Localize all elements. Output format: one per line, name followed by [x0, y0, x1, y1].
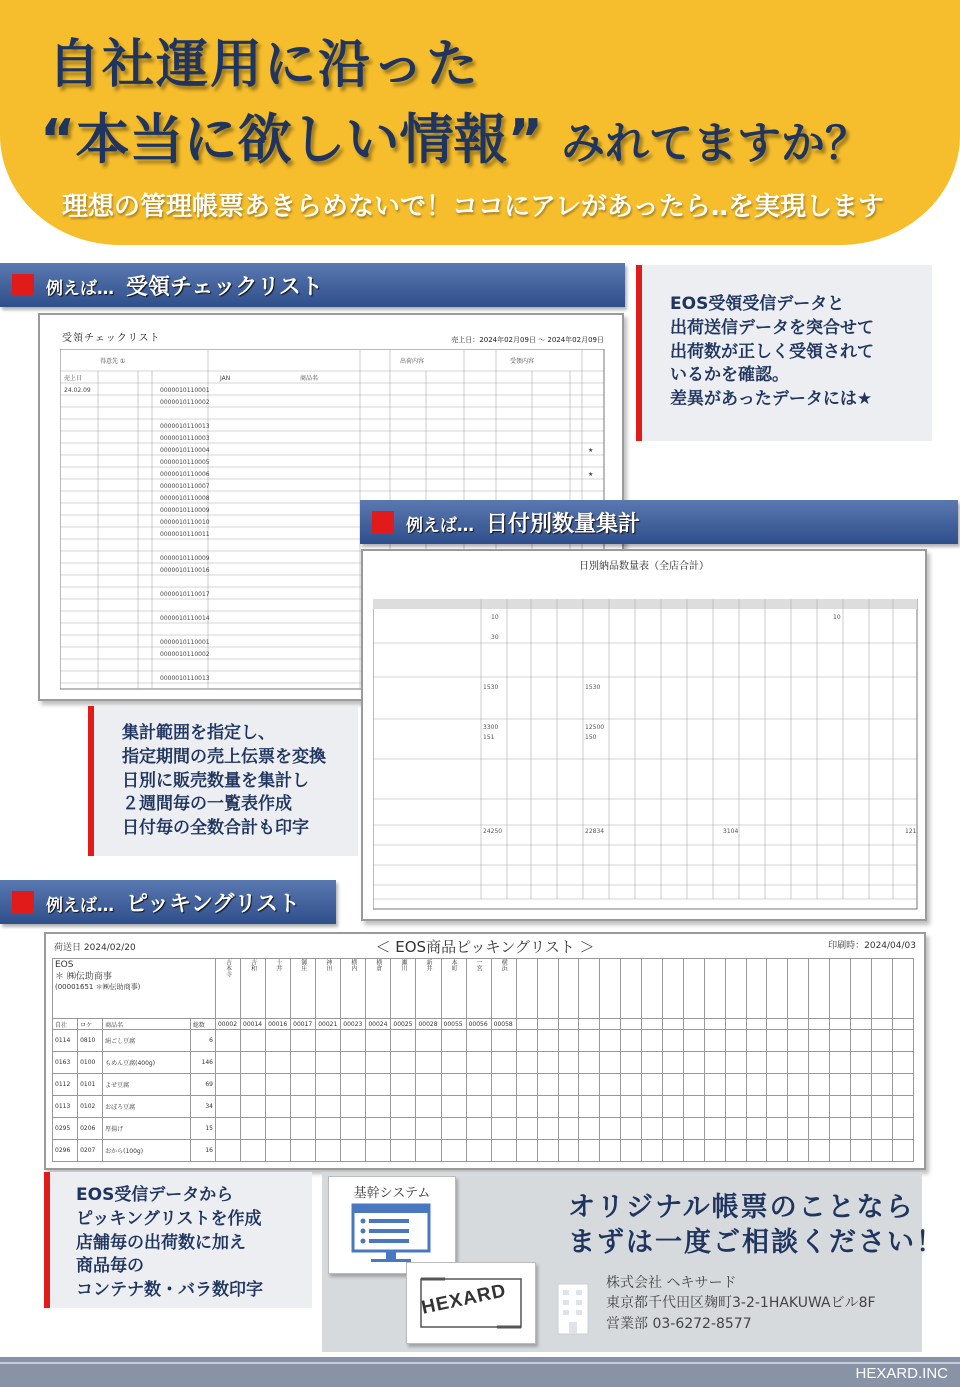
system-card: [328, 1176, 456, 1274]
picking-client: EOS: [55, 960, 74, 970]
store-code: 00058: [491, 1019, 516, 1030]
daily-grid: [373, 599, 918, 911]
footer-stripe: [0, 1362, 960, 1364]
svg-text:10: 10: [491, 614, 499, 621]
svg-text:22834: 22834: [585, 828, 605, 835]
daily-doc-title: 日別納品数量表（全店合計）: [579, 561, 709, 572]
callout-line: EOS受信データから: [76, 1185, 234, 1205]
callout-line: 差異があったデータには★: [670, 389, 873, 410]
svg-text:0000010110017: 0000010110017: [160, 591, 210, 598]
headline-emphasis: “本当に欲しい情報”: [40, 108, 543, 171]
svg-text:0000010110003: 0000010110003: [160, 435, 210, 442]
store-code: 00025: [391, 1019, 416, 1030]
row-name: よせ豆腐: [103, 1074, 191, 1096]
row-name: 厚揚げ: [103, 1118, 191, 1140]
svg-text:0000010110005: 0000010110005: [160, 459, 210, 466]
svg-text:得意先 ①: 得意先 ①: [100, 358, 126, 365]
callout-checklist: [636, 265, 932, 441]
svg-text:12500: 12500: [585, 724, 605, 731]
svg-text:0000010110010: 0000010110010: [160, 519, 210, 526]
headline-line1: 自社運用に沿った: [48, 35, 481, 95]
contact-headline: [568, 1190, 945, 1260]
svg-text:JAN: JAN: [220, 375, 231, 382]
store-name: 一宮: [466, 959, 491, 1019]
band-prefix: 例えば…: [46, 895, 114, 916]
section-band-checklist: [0, 263, 625, 307]
svg-text:3300: 3300: [483, 724, 499, 731]
row-name: おから(100g): [103, 1140, 191, 1162]
picking-client-code: (00001651 ＊㈱伝助商事): [55, 983, 141, 992]
svg-text:受領内容: 受領内容: [510, 358, 535, 365]
row-own: 0112: [53, 1074, 78, 1096]
callout-line: コンテナ数・バラ数印字: [76, 1280, 263, 1301]
footer-bar: [0, 1357, 960, 1387]
callout-line: 店舗毎の出荷数に加え: [76, 1232, 246, 1253]
contact-line1: オリジナル帳票のことなら: [568, 1192, 915, 1223]
callout-line: 出荷送信データを突合せて: [670, 317, 874, 338]
building-icon: [556, 1280, 592, 1336]
callout-line: いるかを確認。: [670, 365, 789, 386]
callout-picking: [44, 1172, 312, 1308]
row-own: 0163: [53, 1052, 78, 1074]
svg-text:0000010110009: 0000010110009: [160, 555, 210, 562]
svg-text:1530: 1530: [483, 684, 499, 691]
svg-text:★: ★: [588, 471, 594, 478]
band-title: ピッキングリスト: [126, 891, 301, 917]
daily-document: [361, 549, 927, 921]
store-name: 横浜: [491, 959, 516, 1019]
row-loc: 0101: [78, 1074, 103, 1096]
col-header: 商品名: [103, 1019, 191, 1030]
contact-line2: まずは一度ご相談ください！: [568, 1227, 945, 1259]
col-header: 総数: [190, 1019, 215, 1030]
store-name: 十井: [266, 959, 291, 1019]
company-info: [606, 1273, 876, 1334]
red-square-icon: [12, 274, 34, 296]
section-band-picking: [0, 880, 336, 924]
store-name: 本町: [441, 959, 466, 1019]
band-prefix: 例えば…: [406, 515, 474, 536]
headline-tail: みれてますか？: [560, 118, 869, 169]
svg-text:0000010110011: 0000010110011: [160, 531, 210, 538]
store-code: 00017: [291, 1019, 316, 1030]
red-square-icon: [12, 891, 34, 913]
store-name: 新井: [416, 959, 441, 1019]
footer-brand: HEXARD.INC: [855, 1365, 948, 1382]
store-code: 00002: [215, 1019, 240, 1030]
row-loc: 0207: [78, 1140, 103, 1162]
red-square-icon: [372, 511, 394, 533]
store-name: 横倉: [366, 959, 391, 1019]
row-own: 0295: [53, 1118, 78, 1140]
svg-text:0000010110007: 0000010110007: [160, 483, 210, 490]
store-code: 00028: [416, 1019, 441, 1030]
svg-text:0000010110008: 0000010110008: [160, 495, 210, 502]
store-code: 00023: [341, 1019, 366, 1030]
store-name: 神田: [316, 959, 341, 1019]
logo-text: HEXARD: [419, 1280, 509, 1319]
picking-ship-date: 荷送日 2024/02/20: [54, 943, 136, 953]
row-name: おぼろ豆腐: [103, 1096, 191, 1118]
checklist-doc-title: 受領チェックリスト: [62, 333, 161, 344]
svg-text:151: 151: [483, 734, 495, 741]
section-band-daily: [360, 500, 958, 544]
callout-line: 日付毎の全数合計も印字: [122, 818, 309, 839]
col-header: 自社: [53, 1019, 78, 1030]
picking-table: [52, 958, 914, 1162]
svg-text:24.02.09: 24.02.09: [64, 387, 91, 394]
store-name: 吉和: [241, 959, 266, 1019]
row-total: 16: [190, 1140, 215, 1162]
store-code: 00016: [266, 1019, 291, 1030]
svg-text:3104: 3104: [723, 828, 739, 835]
row-own: 0113: [53, 1096, 78, 1118]
row-own: 0296: [53, 1140, 78, 1162]
callout-line: 出荷数が正しく受領されて: [670, 341, 874, 362]
hero-banner: [0, 0, 960, 245]
store-name: 吉本寺: [215, 959, 240, 1019]
svg-text:★: ★: [588, 447, 594, 454]
row-total: 69: [190, 1074, 215, 1096]
callout-line: 指定期間の売上伝票を変換: [122, 746, 326, 767]
picking-doc-title: ＜ EOS商品ピッキングリスト ＞: [375, 938, 595, 956]
company-phone: 営業部 03-6272-8577: [606, 1315, 752, 1332]
svg-text:0000010110013: 0000010110013: [160, 675, 210, 682]
svg-text:1530: 1530: [585, 684, 601, 691]
svg-text:0000010110009: 0000010110009: [160, 507, 210, 514]
callout-daily: [88, 706, 358, 856]
company-name: 株式会社 ヘキサード: [606, 1275, 737, 1291]
svg-text:商品名: 商品名: [300, 375, 319, 382]
callout-line: 商品毎の: [76, 1256, 144, 1277]
row-name: もめん豆腐(400g): [103, 1052, 191, 1074]
band-prefix: 例えば…: [46, 278, 114, 299]
monitor-icon: [349, 1203, 435, 1267]
svg-text:121: 121: [905, 828, 917, 835]
picking-document: [44, 932, 926, 1170]
store-code: 00014: [241, 1019, 266, 1030]
svg-text:0000010110013: 0000010110013: [160, 423, 210, 430]
row-loc: 0206: [78, 1118, 103, 1140]
store-name: 瀬川: [391, 959, 416, 1019]
callout-line: EOS受領受信データと: [670, 294, 845, 314]
callout-line: 集計範囲を指定し、: [122, 723, 275, 743]
svg-text:0000010110002: 0000010110002: [160, 651, 210, 658]
row-loc: 0810: [78, 1030, 103, 1052]
store-name: 横内: [341, 959, 366, 1019]
svg-text:150: 150: [585, 734, 597, 741]
callout-line: ピッキングリストを作成: [76, 1208, 262, 1229]
row-loc: 0100: [78, 1052, 103, 1074]
store-name: 御庄: [291, 959, 316, 1019]
callout-line: 日別に販売数量を集計し: [122, 770, 309, 791]
svg-text:0000010110002: 0000010110002: [160, 399, 210, 406]
company-address: 東京都千代田区麹町3-2-1HAKUWAビル8F: [606, 1295, 876, 1312]
row-total: 6: [190, 1030, 215, 1052]
svg-text:24250: 24250: [483, 828, 503, 835]
headline-line2: [40, 97, 869, 174]
svg-text:0000010110016: 0000010110016: [160, 567, 210, 574]
svg-text:10: 10: [833, 614, 841, 621]
row-name: 絹ごし豆腐: [103, 1030, 191, 1052]
band-title: 受領チェックリスト: [126, 274, 323, 300]
store-code: 00055: [441, 1019, 466, 1030]
callout-line: ２週間毎の一覧表作成: [122, 794, 292, 815]
row-total: 15: [190, 1118, 215, 1140]
store-code: 00024: [366, 1019, 391, 1030]
checklist-doc-period: 売上日：2024年02月09日 ～ 2024年02月09日: [451, 336, 604, 344]
svg-text:0000010110001: 0000010110001: [160, 387, 210, 394]
svg-text:0000010110006: 0000010110006: [160, 471, 210, 478]
svg-text:0000010110014: 0000010110014: [160, 615, 210, 622]
row-total: 34: [190, 1096, 215, 1118]
svg-text:0000010110001: 0000010110001: [160, 639, 210, 646]
row-own: 0114: [53, 1030, 78, 1052]
col-header: ロケ: [78, 1019, 103, 1030]
store-code: 00021: [316, 1019, 341, 1030]
row-loc: 0102: [78, 1096, 103, 1118]
svg-text:出荷内容: 出荷内容: [400, 358, 425, 365]
system-label: 基幹システム: [353, 1186, 431, 1201]
svg-text:売上日: 売上日: [64, 375, 83, 382]
row-total: 146: [190, 1052, 215, 1074]
store-code: 00056: [466, 1019, 491, 1030]
picking-client-name: ＊ ㈱伝助商事: [55, 972, 112, 983]
svg-text:30: 30: [491, 634, 499, 641]
picking-print-date: 印刷時：2024/04/03: [828, 941, 916, 951]
headline-subtitle: 理想の管理帳票あきらめないで！ココにアレがあったら‥を実現します: [62, 192, 885, 222]
svg-text:0000010110004: 0000010110004: [160, 447, 210, 454]
band-title: 日付別数量集計: [486, 511, 641, 537]
logo-card: [406, 1262, 536, 1344]
